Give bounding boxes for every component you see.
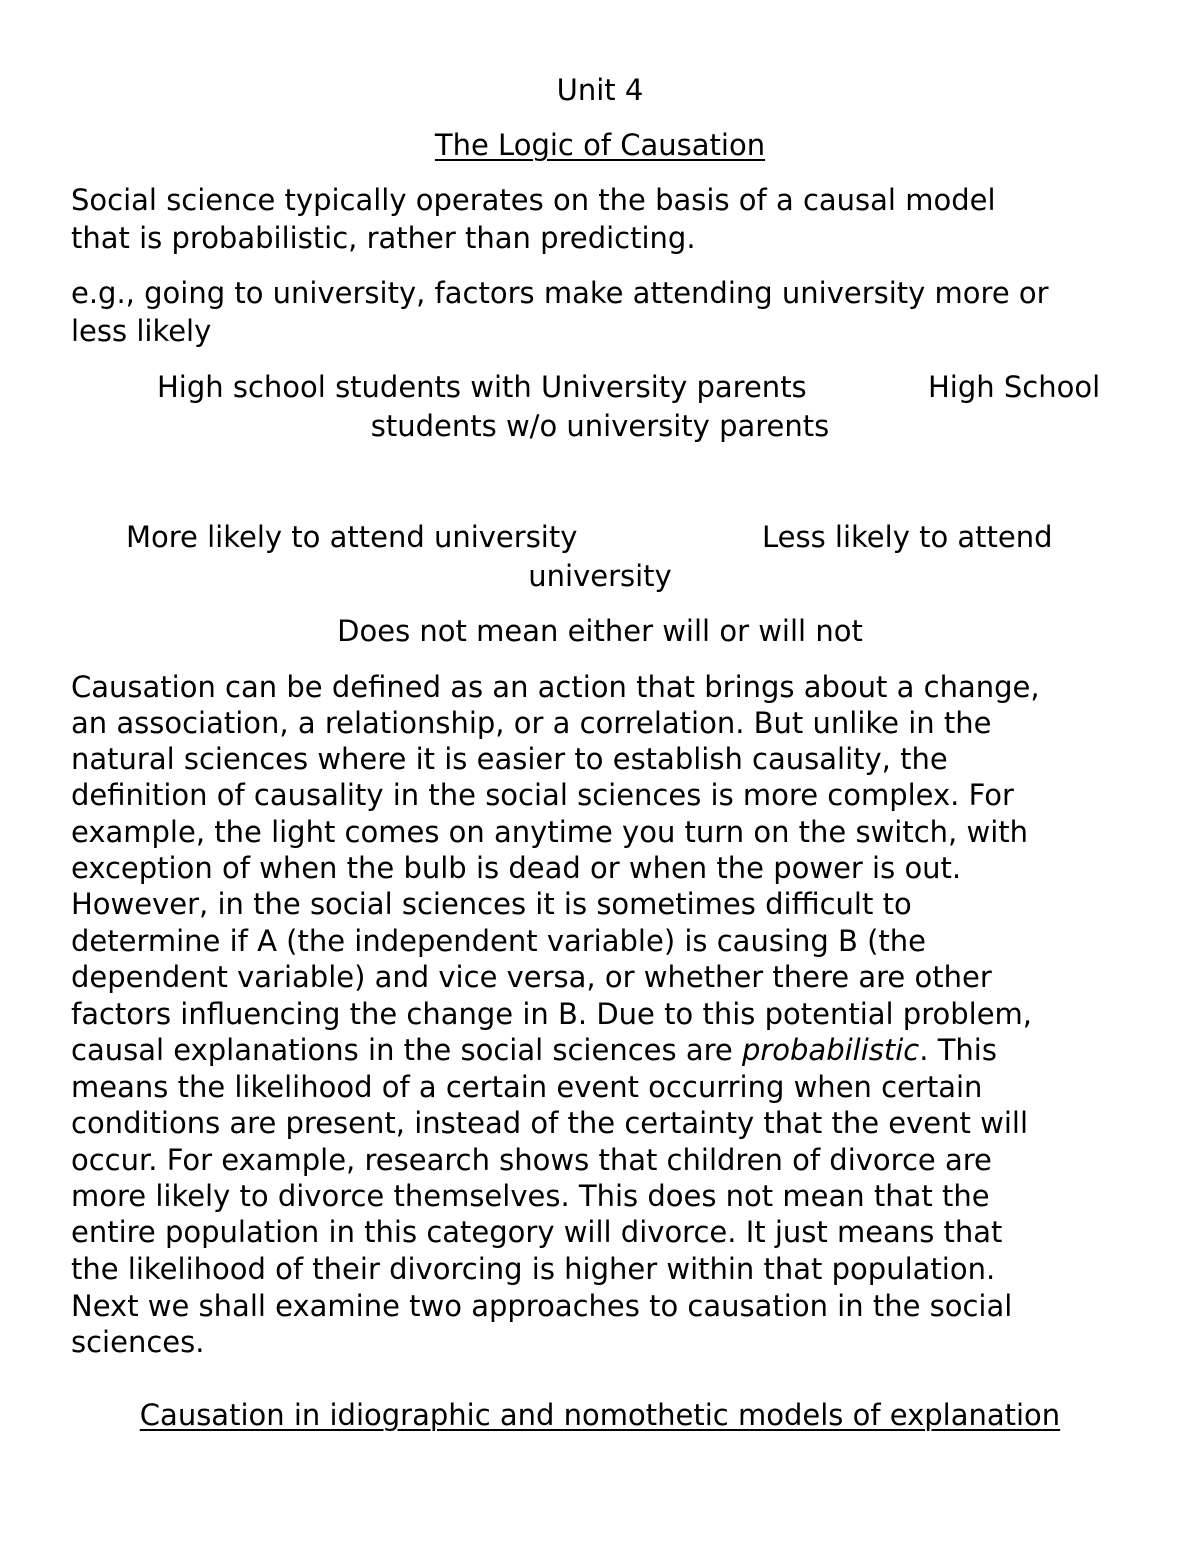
paragraph-line-7: However, in the social sciences it is sometimes difficult to [71, 887, 912, 921]
paragraph-line-18: Next we shall examine two approaches to causation in the social [71, 1289, 1013, 1323]
intro-line-2: that is probabilistic, rather than predicting. [71, 221, 696, 255]
paragraph-line-10: factors influencing the change in B. Due to this potential problem, [71, 997, 1033, 1031]
example-line-1: e.g., going to university, factors make attending university more or [71, 276, 1049, 310]
paragraph-line-14: occur. For example, research shows that children of divorce are [71, 1143, 992, 1177]
probabilistic-term: probabilistic [741, 1033, 920, 1067]
intro-line-1: Social science typically operates on the basis of a causal model [71, 183, 996, 217]
either-will-note: Does not mean either will or will not [337, 614, 863, 648]
group-with-university-parents: High school students with University parents [157, 370, 807, 404]
paragraph-line-8: determine if A (the independent variable) is causing B (the [71, 924, 927, 958]
paragraph-line-3: natural sciences where it is easier to establish causality, the [71, 742, 948, 776]
document-title-text: The Logic of Causation [434, 128, 766, 162]
outcome-university: university [528, 559, 672, 593]
paragraph-line-16: entire population in this category will divorce. It just means that [71, 1215, 1003, 1249]
paragraph-line-15: more likely to divorce themselves. This does not mean that the [71, 1179, 990, 1213]
outcome-less-likely: Less likely to attend [762, 520, 1053, 554]
paragraph-line-2: an association, a relationship, or a correlation. But unlike in the [71, 706, 992, 740]
group-high-school: High School [928, 370, 1101, 404]
outcome-more-likely: More likely to attend university [126, 520, 578, 554]
unit-label: Unit 4 [556, 73, 644, 107]
paragraph-line-17: the likelihood of their divorcing is higher within that population. [71, 1252, 996, 1286]
group-without-university-parents: students w/o university parents [370, 409, 830, 443]
paragraph-line-19: sciences. [71, 1325, 205, 1359]
paragraph-line-11-post: . This [919, 1033, 997, 1067]
section-heading [0, 1397, 1200, 1433]
paragraph-line-1: Causation can be defined as an action that brings about a change, [71, 670, 1040, 704]
document-title [0, 127, 1200, 163]
paragraph-line-11-pre: causal explanations in the social sciences are [71, 1033, 742, 1067]
paragraph-line-6: exception of when the bulb is dead or when the power is out. [71, 851, 962, 885]
paragraph-line-12: means the likelihood of a certain event occurring when certain [71, 1070, 983, 1104]
paragraph-line-5: example, the light comes on anytime you turn on the switch, with [71, 815, 1029, 849]
paragraph-line-13: conditions are present, instead of the certainty that the event will [71, 1106, 1028, 1140]
paragraph-line-4: definition of causality in the social sciences is more complex. For [71, 778, 1014, 812]
paragraph-line-11 [71, 1032, 997, 1068]
paragraph-line-9: dependent variable) and vice versa, or whether there are other [71, 960, 992, 994]
section-heading-text: Causation in idiographic and nomothetic models of explanation [139, 1398, 1061, 1432]
example-line-2: less likely [71, 314, 212, 348]
